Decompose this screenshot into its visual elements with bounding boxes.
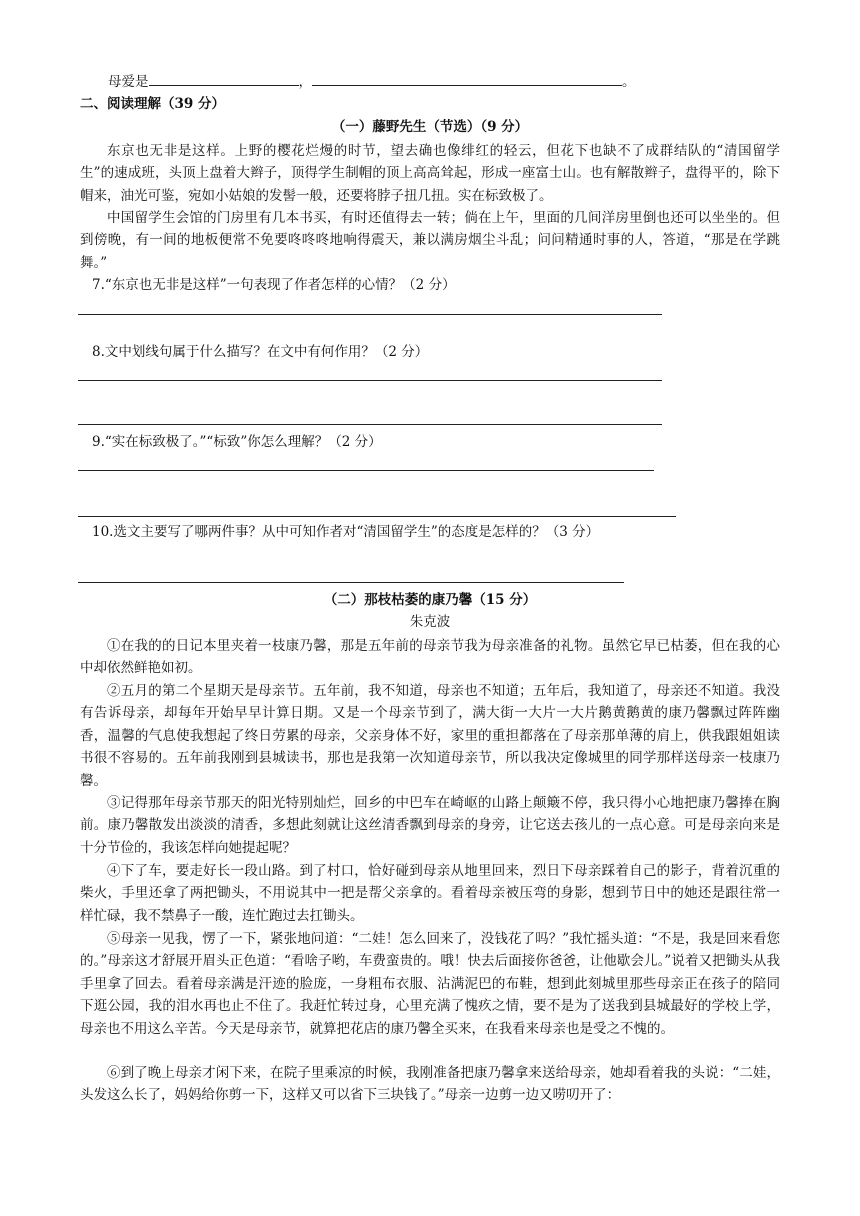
passage1-paragraph-2: 中国留学生会馆的门房里有几本书买，有时还值得去一转；倘在上午，里面的几间洋房里倒也还可以坐坐的。但到傍晚，有一间的地板便常不免要咚咚咚地响得震天，兼以满房烟尘斗乱；问问精通时事的人，答道，“那是在学跳舞。” bbox=[80, 210, 780, 271]
answer-line[interactable] bbox=[78, 516, 676, 517]
answer-line[interactable] bbox=[78, 582, 624, 583]
answer-line[interactable] bbox=[78, 470, 654, 471]
passage2-paragraph-2: ②五月的第二个星期天是母亲节。五年前，我不知道，母亲也不知道；五年后，我知道了，母亲还不知道。我没有告诉母亲，却每年开始早早计算日期。又是一个母亲节到了，满大街一大片一大片鹅黄鹅黄的康乃馨飘过阵阵幽香，温馨的气息使我想起了终日劳累的母亲，父亲身体不好，家里的重担都落在了母亲那单薄的肩上，供我跟姐姐读书很不容易的。五年前我刚到县城读书，那也是我第一次知道母亲节，所以我决定像城里的同学那样送母亲一枝康乃馨。 bbox=[80, 683, 780, 789]
passage2-paragraph-6: ⑥到了晚上母亲才闲下来，在院子里乘凉的时候，我刚准备把康乃馨拿来送给母亲，她却看着我的头说：“二娃，头发这么长了，妈妈给你剪一下，这样又可以省下三块钱了。”母亲一边剪一边又唠叨开了： bbox=[80, 1065, 780, 1104]
answer-line[interactable] bbox=[78, 380, 662, 381]
passage2-paragraph-3: ③记得那年母亲节那天的阳光特别灿烂，回乡的中巴车在崎岖的山路上颠簸不停，我只得小心地把康乃馨捧在胸前。康乃馨散发出淡淡的清香，多想此刻就让这丝清香飘到母亲的身旁，让它送去孩儿的一点心意。可是母亲向来是十分节俭的，我该怎样向她提起呢？ bbox=[80, 795, 780, 856]
answer-blank-1[interactable] bbox=[149, 71, 299, 86]
question-10: 10.选文主要写了哪两件事？从中可知作者对“清国留学生”的态度是怎样的？（3 分） bbox=[92, 524, 600, 540]
passage1-title: （一）藤野先生（节选）（9 分） bbox=[331, 119, 529, 135]
answer-blank-2[interactable] bbox=[312, 71, 622, 86]
fill-in-period: 。 bbox=[622, 74, 636, 90]
passage2-paragraph-5: ⑤母亲一见我，愣了一下，紧张地问道：“二娃！怎么回来了，没钱花了吗？”我忙摇头道：“不是，我是回来看您的。”母亲这才舒展开眉头正色道：“看啥子哟，车费蛮贵的。哦！快去后面接你爸爸，让他歇会儿。”说着又把锄头从我手里拿了回去。看着母亲满是汗迹的脸庞，一身粗布衣服、沾满泥巴的布鞋，想到此刻城里那些母亲正在孩子的陪同下逛公园，我的泪水再也止不住了。我赶忙转过身，心里充满了愧疚之情，要不是为了送我到县城最好的学校上学，母亲也不用这么辛苦。今天是母亲节，就算把花店的康乃馨全买来，在我看来母亲也是受之不愧的。 bbox=[80, 931, 780, 1037]
question-8: 8.文中划线句属于什么描写？在文中有何作用？（2 分） bbox=[92, 344, 429, 360]
passage2-author: 朱克波 bbox=[409, 614, 451, 630]
section-heading: 二、阅读理解（39 分） bbox=[80, 96, 225, 112]
passage2-paragraph-4: ④下了车，要走好长一段山路。到了村口，恰好碰到母亲从地里回来，烈日下母亲踩着自己的影子，背着沉重的柴火，手里还拿了两把锄头，不用说其中一把是帮父亲拿的。看着母亲被压弯的身影，想到节日中的她还是跟往常一样忙碌，我不禁鼻子一酸，连忙跑过去扛锄头。 bbox=[80, 863, 780, 924]
answer-line[interactable] bbox=[78, 314, 662, 315]
question-7: 7.“东京也无非是这样”一句表现了作者怎样的心情？（2 分） bbox=[92, 277, 456, 293]
fill-in-line bbox=[108, 71, 636, 92]
answer-line[interactable] bbox=[78, 424, 662, 425]
passage1-paragraph-1: 东京也无非是这样。上野的樱花烂熳的时节，望去确也像绯红的轻云，但花下也缺不了成群结队的“清国留学生”的速成班，头顶上盘着大辫子，顶得学生制帽的顶上高高耸起，形成一座富士山。也有解散辫子，盘得平的，除下帽来，油光可鉴，宛如小姑娘的发髻一般，还要将脖子扭几扭。实在标致极了。 bbox=[80, 143, 780, 204]
fill-in-label: 母爱是 bbox=[108, 74, 149, 90]
fill-in-comma: ， bbox=[298, 74, 312, 90]
passage2-title: （二）那枝枯萎的康乃馨（15 分） bbox=[323, 592, 537, 608]
passage2-paragraph-1: ①在我的的日记本里夹着一枝康乃馨，那是五年前的母亲节我为母亲准备的礼物。虽然它早已枯萎，但在我的心中却依然鲜艳如初。 bbox=[80, 638, 780, 677]
question-9: 9.“实在标致极了。”“标致”你怎么理解？（2 分） bbox=[92, 434, 382, 450]
